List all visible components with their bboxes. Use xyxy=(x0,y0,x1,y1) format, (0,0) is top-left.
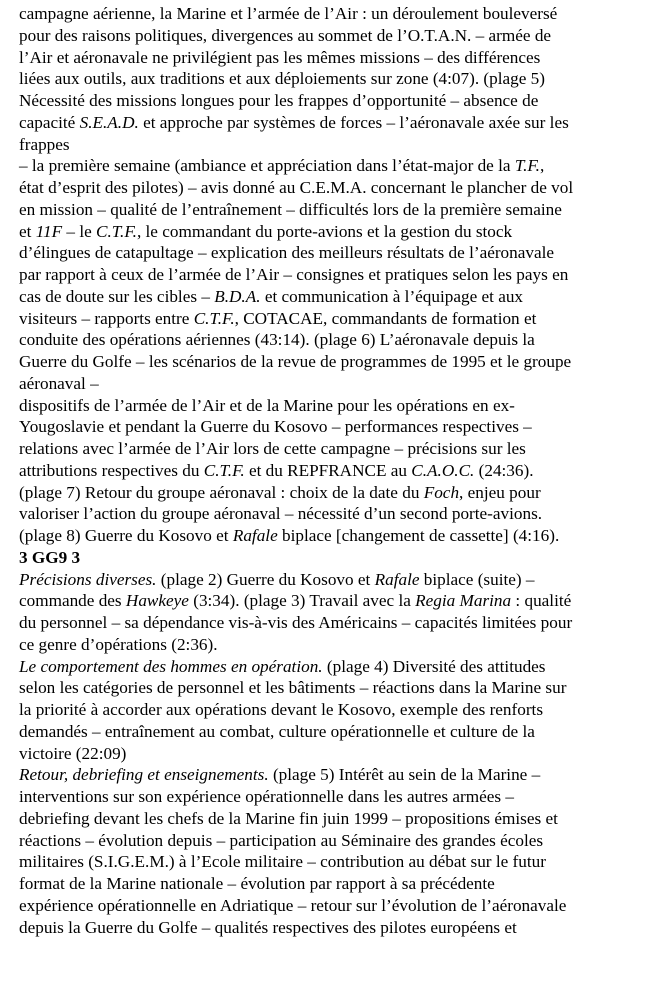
text-segment: (plage 4) Diversité des attitudes xyxy=(322,656,546,676)
text-line xyxy=(19,373,659,395)
text-segment: – la première semaine (ambiance et appréciation dans l’état-major de la xyxy=(19,156,515,176)
text-segment: liées aux outils, aux traditions et aux déploiements sur zone (4:07). (plage 5) xyxy=(19,69,545,89)
text-line xyxy=(19,743,659,765)
text-segment: pour des raisons politiques, divergences au sommet de l’O.T.A.N. – armée de xyxy=(19,25,552,45)
text-line xyxy=(19,612,659,634)
text-line xyxy=(19,242,659,264)
text-segment: , le commandant du porte-avions et la gestion du stock xyxy=(136,221,513,241)
text-line xyxy=(19,286,659,308)
text-segment: (plage 5) Intérêt au sein de la Marine – xyxy=(268,765,541,785)
text-line xyxy=(19,808,659,830)
text-line xyxy=(19,47,659,69)
text-line xyxy=(19,329,659,351)
text-line xyxy=(19,547,659,569)
text-line xyxy=(19,590,659,612)
text-segment: expérience opérationnelle en Adriatique – retour sur l’évolution de l’aéronavale xyxy=(19,895,567,915)
text-segment: (plage 2) Guerre du Kosovo et xyxy=(156,569,375,589)
italic-text: C.T.F. xyxy=(193,308,235,328)
text-line xyxy=(19,308,659,330)
text-segment: visiteurs – rapports entre xyxy=(19,308,194,328)
text-line xyxy=(19,395,659,417)
text-line xyxy=(19,851,659,873)
text-segment: , enjeu pour xyxy=(459,482,541,502)
text-segment: réactions – évolution depuis – participation au Séminaire des grandes écoles xyxy=(19,830,544,850)
text-segment: et du REPFRANCE au xyxy=(244,460,412,480)
text-segment: et communication à l’équipage et aux xyxy=(260,286,524,306)
text-line xyxy=(19,155,659,177)
italic-text: Rafale xyxy=(374,569,420,589)
text-segment: (3:34). (plage 3) Travail avec la xyxy=(188,591,416,611)
italic-text: B.D.A. xyxy=(214,286,261,306)
text-line xyxy=(19,177,659,199)
italic-text: Foch xyxy=(423,482,460,502)
text-segment: (24:36). xyxy=(474,460,534,480)
text-segment: valoriser l’action du groupe aéronaval – nécessité d’un second porte-avions. xyxy=(19,504,543,524)
text-segment: – le xyxy=(62,221,97,241)
text-line xyxy=(19,786,659,808)
text-segment: militaires (S.I.G.E.M.) à l’Ecole militaire – contribution au débat sur le futur xyxy=(19,852,546,872)
text-segment: du personnel – sa dépendance vis-à-vis des Américains – capacités limitées pour xyxy=(19,613,573,632)
text-segment: et xyxy=(19,221,36,241)
text-line xyxy=(19,656,659,678)
text-segment: dispositifs de l’armée de l’Air et de la Marine pour les opérations en ex- xyxy=(19,395,515,415)
text-line xyxy=(19,873,659,895)
text-segment: commande des xyxy=(19,591,126,611)
text-segment: l’Air et aéronavale ne privilégient pas les mêmes missions – des différences xyxy=(19,47,541,67)
text-segment: Yougoslavie et pendant la Guerre du Kosovo – performances respectives – xyxy=(19,417,532,437)
text-segment: (plage 8) Guerre du Kosovo et xyxy=(19,526,233,545)
text-segment: , COTACAE, commandants de formation et xyxy=(234,308,537,328)
text-line xyxy=(19,199,659,221)
text-segment: relations avec l’armée de l’Air lors de cette campagne – précisions sur les xyxy=(19,439,526,458)
text-line xyxy=(19,25,659,47)
italic-text: Rafale xyxy=(232,526,278,545)
text-line xyxy=(19,460,659,482)
italic-text: C.T.F. xyxy=(203,460,245,480)
text-segment: depuis la Guerre du Golfe – qualités respectives des pilotes européens et xyxy=(19,917,517,937)
text-segment: biplace [changement de cassette] (4:16). xyxy=(277,526,560,545)
text-segment: capacité xyxy=(19,112,80,132)
text-segment: ce genre d’opérations (2:36). xyxy=(19,634,218,654)
text-line xyxy=(19,721,659,743)
text-segment: cas de doute sur les cibles – xyxy=(19,286,215,306)
text-segment: biplace (suite) – xyxy=(419,569,535,589)
italic-text: Retour, debriefing et enseignements. xyxy=(19,765,269,785)
italic-text: Hawkeye xyxy=(125,591,189,611)
text-segment: conduite des opérations aériennes (43:14). (plage 6) L’aéronavale depuis la xyxy=(19,330,535,350)
text-line xyxy=(19,634,659,656)
italic-text: T.F. xyxy=(514,156,540,176)
italic-text: C.T.F. xyxy=(96,221,137,241)
text-line xyxy=(19,503,659,525)
text-line xyxy=(19,416,659,438)
italic-text: Regia Marina xyxy=(415,591,512,611)
text-line xyxy=(19,90,659,112)
text-segment: demandés – entraînement au combat, culture opérationnelle et culture de la xyxy=(19,721,535,741)
text-segment: debriefing devant les chefs de la Marine fin juin 1999 – propositions émises et xyxy=(19,808,558,828)
text-line xyxy=(19,351,659,373)
text-segment: campagne aérienne, la Marine et l’armée de l’Air : un déroulement bouleversé xyxy=(19,4,558,23)
text-segment: par rapport à ceux de l’armée de l’Air – consignes et pratiques selon les pays en xyxy=(19,265,569,284)
text-segment: : qualité xyxy=(511,591,572,611)
text-line xyxy=(19,68,659,90)
text-segment: victoire (22:09) xyxy=(19,743,127,763)
italic-text: 11F xyxy=(35,221,63,241)
document-page xyxy=(19,3,659,938)
text-line xyxy=(19,895,659,917)
text-segment: format de la Marine nationale – évolution par rapport à sa précédente xyxy=(19,874,495,893)
text-segment: selon les catégories de personnel et les bâtiments – réactions dans la Marine sur xyxy=(19,678,567,698)
text-line xyxy=(19,569,659,591)
text-segment: interventions sur son expérience opérationnelle dans les autres armées – xyxy=(19,787,514,806)
italic-text: Le comportement des hommes en opération. xyxy=(19,656,323,676)
text-line xyxy=(19,917,659,939)
text-segment: état d’esprit des pilotes) – avis donné au C.E.M.A. concernant le plancher de vol xyxy=(19,178,574,197)
italic-text: C.A.O.C. xyxy=(411,460,475,480)
text-line xyxy=(19,525,659,547)
text-segment: et approche par systèmes de forces – l’aéronavale axée sur les xyxy=(138,112,569,132)
text-segment: (plage 7) Retour du groupe aéronaval : choix de la date du xyxy=(19,482,424,502)
text-line xyxy=(19,264,659,286)
text-line xyxy=(19,482,659,504)
text-line xyxy=(19,438,659,460)
text-line xyxy=(19,677,659,699)
text-line xyxy=(19,134,659,156)
italic-text: S.E.A.D. xyxy=(79,112,139,132)
text-segment: frappes xyxy=(19,134,70,154)
text-line xyxy=(19,764,659,786)
text-line xyxy=(19,3,659,25)
text-segment: Nécessité des missions longues pour les frappes d’opportunité – absence de xyxy=(19,91,539,110)
text-segment: attributions respectives du xyxy=(19,460,204,480)
section-heading: 3 GG9 3 xyxy=(19,547,81,567)
italic-text: Précisions diverses. xyxy=(19,569,157,589)
text-segment: en mission – qualité de l’entraînement – difficultés lors de la première semaine xyxy=(19,199,562,219)
text-line xyxy=(19,830,659,852)
text-line xyxy=(19,699,659,721)
text-segment: , xyxy=(539,156,545,176)
text-segment: aéronaval – xyxy=(19,373,99,393)
text-segment: la priorité à accorder aux opérations devant le Kosovo, exemple des renforts xyxy=(19,700,544,719)
text-line xyxy=(19,221,659,243)
text-line xyxy=(19,112,659,134)
text-segment: Guerre du Golfe – les scénarios de la revue de programmes de 1995 et le groupe xyxy=(19,352,572,371)
text-segment: d’élingues de catapultage – explication des meilleurs résultats de l’aéronavale xyxy=(19,243,554,263)
